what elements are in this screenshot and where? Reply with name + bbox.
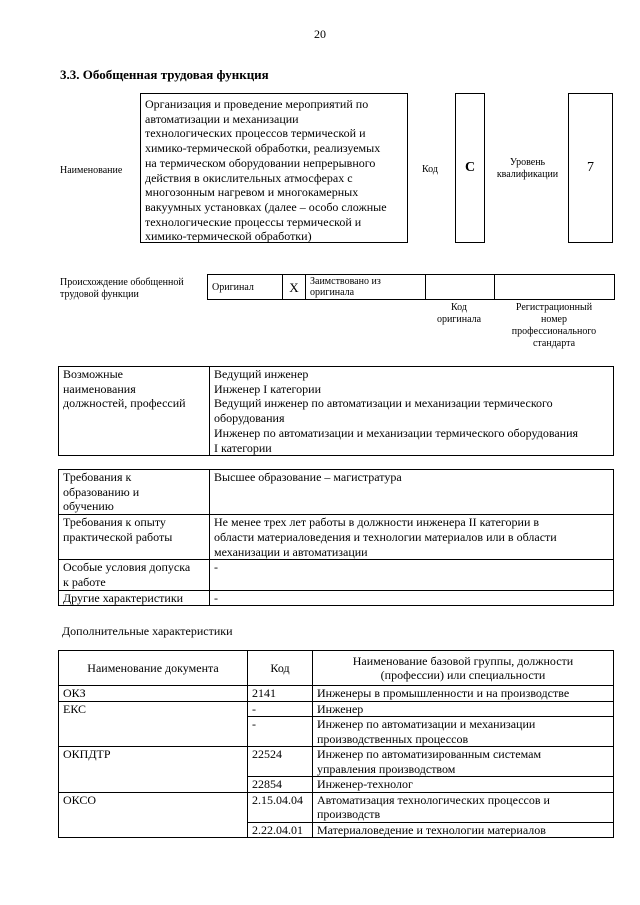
- name-cell: [313, 792, 614, 822]
- value-line: механизации и автоматизации: [214, 544, 368, 559]
- label-line: к работе: [63, 574, 106, 589]
- name-line: Материаловедение и технологии материалов: [317, 822, 546, 837]
- function-name-line: на термическом оборудовании непрерывного: [145, 155, 376, 170]
- value-line: Не менее трех лет работы в должности инженера II категории в: [214, 515, 540, 530]
- table-row: [59, 686, 614, 702]
- table-row: [59, 701, 614, 717]
- label-line: Другие характеристики: [63, 590, 184, 605]
- value-line: Инженер по автоматизации и механизации термического оборудования: [214, 425, 579, 440]
- header-line: Наименование базовой группы, должности: [352, 653, 574, 668]
- code-cell: -: [248, 701, 313, 717]
- function-name-line: технологических процессов термической и: [145, 126, 366, 141]
- header-group: [313, 651, 614, 686]
- additional-table: [58, 650, 614, 838]
- label-line: Требования к: [63, 470, 132, 484]
- table-header-row: [59, 651, 614, 686]
- original-mark: X: [283, 275, 306, 300]
- label-line: Особые условия допуска: [63, 560, 191, 575]
- caption-line: профессионального: [511, 326, 597, 337]
- value-line: Ведущий инженер: [214, 367, 309, 381]
- page-number: 20: [314, 27, 326, 41]
- requirements-table: [58, 469, 614, 606]
- function-name-line: действия в окислительных атмосферах с: [145, 170, 353, 185]
- header-code: Код: [248, 651, 313, 686]
- code-cell: -: [248, 717, 313, 747]
- function-name-line: многозонным нагревом и многокамерных: [145, 185, 359, 200]
- qualification-level-value: 7: [568, 93, 613, 243]
- name-line: управления производством: [317, 761, 456, 776]
- table-row: [59, 590, 614, 606]
- function-name-line: технологические процессы термической и: [145, 214, 362, 229]
- table-row: [59, 470, 614, 515]
- table-row: [59, 515, 614, 560]
- caption-line: номер: [541, 314, 567, 325]
- name-line: Инженер по автоматизации и механизации: [317, 717, 536, 731]
- code-value: C: [455, 93, 485, 243]
- origin-label-line: трудовой функции: [60, 289, 139, 300]
- table-row: [59, 747, 614, 777]
- caption-line: Код: [451, 302, 467, 313]
- reg-number-cell: [495, 275, 615, 300]
- origin-label: [60, 277, 205, 301]
- name-line: производств: [317, 807, 381, 821]
- name-line: производственных процессов: [317, 731, 469, 746]
- code-cell: 2.15.04.04: [248, 792, 313, 822]
- name-line: Автоматизация технологических процессов и: [317, 792, 550, 807]
- code-label: Код: [422, 164, 438, 175]
- name-cell: [313, 777, 614, 793]
- original-code-caption: [425, 302, 493, 326]
- label-line: Требования к опыту: [63, 515, 166, 530]
- name-line: Инженеры в промышленности и на производстве: [317, 686, 570, 700]
- name-cell: [313, 747, 614, 777]
- label-line: Возможные: [63, 367, 123, 381]
- name-cell: [313, 701, 614, 717]
- borrowed-label-line: оригинала: [310, 287, 355, 298]
- label-line: должностей, профессий: [63, 396, 186, 411]
- name-line: Инженер-технолог: [317, 777, 413, 791]
- additional-title: Дополнительные характеристики: [62, 624, 233, 638]
- label-line: наименования: [63, 381, 136, 396]
- doc-cell: ОКСО: [59, 792, 248, 838]
- function-name-line: вакуумных установках (далее – особо сложные: [145, 199, 387, 214]
- requirement-label: [59, 470, 210, 515]
- positions-value: [210, 367, 614, 456]
- origin-label-line: Происхождение обобщенной: [60, 277, 184, 288]
- value-line: -: [214, 590, 218, 605]
- code-cell: 22854: [248, 777, 313, 793]
- function-name-line: Организация и проведение мероприятий по: [145, 97, 369, 111]
- code-cell: 22524: [248, 747, 313, 777]
- function-name-line: химико-термической обработки): [145, 229, 312, 244]
- function-name-line: химико-термической обработки, реализуемых: [145, 141, 381, 156]
- caption-line: стандарта: [532, 338, 576, 349]
- requirement-value: [210, 515, 614, 560]
- doc-cell: ОКПДТР: [59, 747, 248, 793]
- requirement-value: [210, 560, 614, 590]
- label-line: обучению: [63, 499, 114, 514]
- code-cell: 2141: [248, 686, 313, 702]
- caption-line: Регистрационный: [515, 302, 593, 313]
- code-cell: 2.22.04.01: [248, 822, 313, 838]
- header-line: (профессии) или специальности: [380, 668, 546, 682]
- name-label: Наименование: [60, 165, 123, 176]
- header-doc: Наименование документа: [59, 651, 248, 686]
- positions-label: [59, 367, 210, 456]
- original-label: Оригинал: [208, 275, 283, 300]
- requirement-value: [210, 470, 614, 515]
- requirement-label: [59, 515, 210, 560]
- name-cell: [313, 822, 614, 838]
- value-line: оборудования: [214, 411, 285, 426]
- origin-table: [207, 274, 615, 300]
- borrowed-label: [306, 275, 426, 300]
- function-name-line: автоматизации и механизации: [145, 111, 299, 126]
- caption-line: оригинала: [436, 314, 482, 325]
- value-line: Ведущий инженер по автоматизации и механизации термического: [214, 396, 553, 411]
- level-label-line: Уровень: [509, 157, 546, 168]
- requirement-label: [59, 560, 210, 590]
- name-line: Инженер: [317, 701, 364, 716]
- value-line: -: [214, 560, 218, 575]
- value-line: области материаловедения и технологии материалов или в области: [214, 529, 557, 544]
- original-code-cell: [426, 275, 495, 300]
- table-row: [59, 560, 614, 590]
- name-cell: [313, 717, 614, 747]
- reg-number-caption: [495, 302, 613, 350]
- value-line: I категории: [214, 440, 272, 455]
- label-line: образованию и: [63, 484, 140, 499]
- level-label-line: квалификации: [496, 169, 559, 180]
- name-cell: [313, 686, 614, 702]
- label-line: практической работы: [63, 529, 173, 544]
- doc-cell: ЕКС: [59, 701, 248, 747]
- requirement-label: [59, 590, 210, 606]
- positions-table: [58, 366, 614, 456]
- section-title: 3.3. Обобщенная трудовая функция: [60, 67, 269, 82]
- borrowed-label-line: Заимствовано из: [310, 276, 381, 287]
- name-line: Инженер по автоматизированным системам: [317, 747, 542, 761]
- qualification-level-label: [490, 157, 565, 181]
- table-row: [59, 792, 614, 822]
- requirement-value: [210, 590, 614, 606]
- function-name-box: [140, 93, 408, 243]
- value-line: Инженер I категории: [214, 381, 321, 396]
- value-line: Высшее образование – магистратура: [214, 470, 402, 484]
- doc-cell: ОКЗ: [59, 686, 248, 702]
